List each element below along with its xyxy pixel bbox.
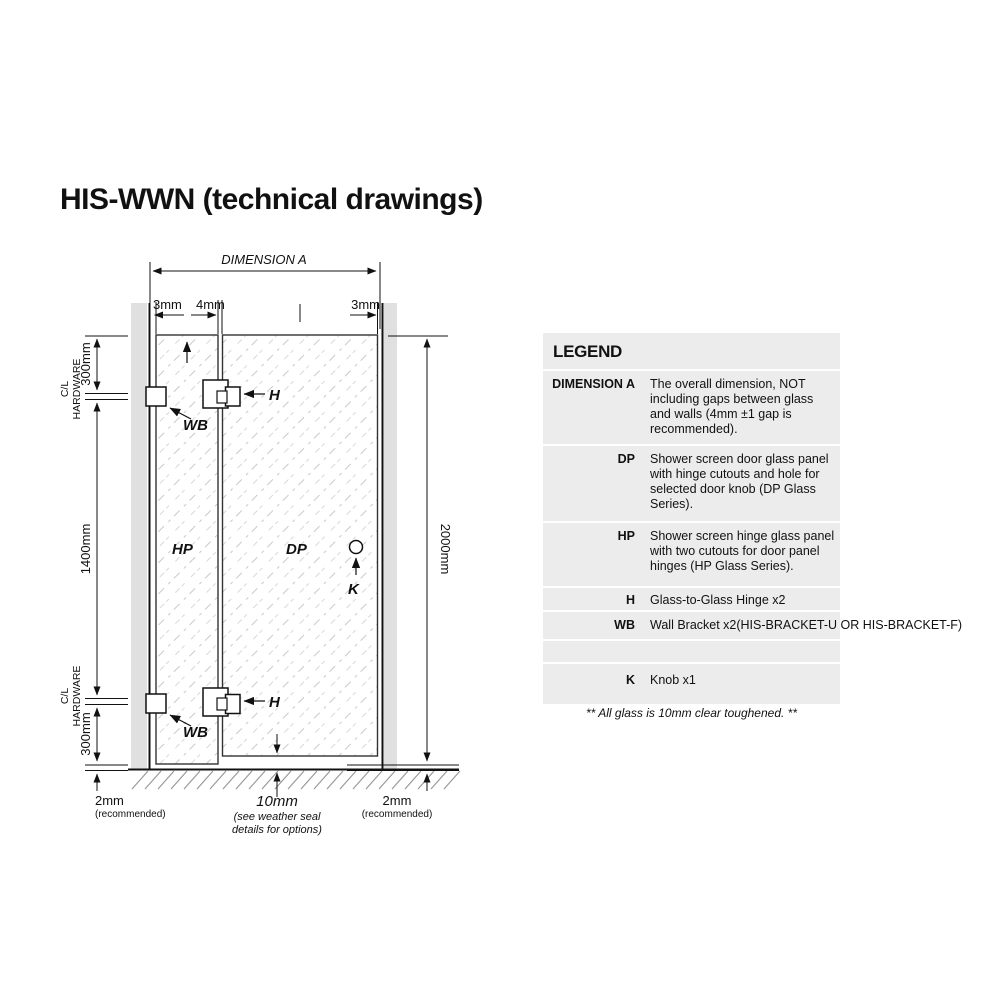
wb-label-top: WB xyxy=(183,417,208,434)
floor-gap-door-note1: (see weather seal xyxy=(233,811,321,823)
dim-1400mm-label: 1400mm xyxy=(78,523,93,575)
dimension-a-label: DIMENSION A xyxy=(221,252,307,267)
floor xyxy=(128,770,460,790)
page-title: HIS-WWN (technical drawings) xyxy=(60,183,483,216)
dim-2000mm-label: 2000mm xyxy=(438,523,453,575)
dp-panel-label: DP xyxy=(286,541,307,558)
technical-drawing xyxy=(55,240,475,850)
top-gap-dimensions xyxy=(155,300,378,334)
floor-gap-right-note: (recommended) xyxy=(361,809,433,820)
gap-3mm-left-label: 3mm xyxy=(153,297,182,312)
h-label-bottom: H xyxy=(269,694,280,711)
wall-right xyxy=(383,303,398,769)
legend-term: K xyxy=(625,673,635,687)
dimension-a xyxy=(150,262,380,329)
h-label-top: H xyxy=(269,387,280,404)
floor-gap-left-note: (recommended) xyxy=(95,809,166,820)
floor-gap-door-note2: details for options) xyxy=(232,824,322,836)
legend-panel xyxy=(543,333,963,704)
legend-desc: Wall Bracket x2(HIS-BRACKET-U OR HIS-BRACKET-F) xyxy=(650,618,963,632)
cl-hardware-top-line1: C/L xyxy=(59,380,71,398)
legend-row-hp xyxy=(543,521,840,586)
legend-desc: The overall dimension, NOT including gaps between glass and walls (4mm ±1 gap is recommended). xyxy=(650,377,814,436)
legend-row-h xyxy=(543,586,840,610)
dim-300mm-bottom-label: 300mm xyxy=(78,712,93,756)
legend-desc: Knob x1 xyxy=(650,673,696,687)
legend-row-k xyxy=(543,662,840,704)
dim-300mm-top-label: 300mm xyxy=(78,342,93,386)
legend-term xyxy=(543,641,635,662)
legend-term: DIMENSION A xyxy=(552,377,635,391)
cl-hardware-bottom-line2: HARDWARE xyxy=(71,665,83,727)
gap-4mm-label: 4mm xyxy=(196,297,225,312)
legend-desc xyxy=(650,641,836,662)
knob-shape xyxy=(350,541,363,554)
floor-gap-right-label: 2mm xyxy=(382,793,412,808)
legend-row-empty xyxy=(543,639,840,662)
gap-3mm-right-label: 3mm xyxy=(351,297,380,312)
legend-term: WB xyxy=(614,618,635,632)
legend-term: DP xyxy=(617,452,635,466)
k-label: K xyxy=(348,581,359,598)
legend-desc: Shower screen door glass panel with hinge cutouts and hole for selected door knob (DP Glass Series). xyxy=(650,452,829,511)
legend-row-dimension-a xyxy=(543,369,840,444)
legend-row-dp xyxy=(543,444,840,521)
floor-gap-left-label: 2mm xyxy=(95,793,124,808)
wall-bracket-top xyxy=(146,387,166,406)
legend-desc: Glass-to-Glass Hinge x2 xyxy=(650,593,786,607)
legend-footnote: ** All glass is 10mm clear toughened. ** xyxy=(586,706,797,720)
legend-desc: Shower screen hinge glass panel with two cutouts for door panel hinges (HP Glass Series). xyxy=(650,529,835,573)
floor-gap-door-label: 10mm xyxy=(256,793,298,810)
cl-hardware-top-line2: HARDWARE xyxy=(71,358,83,420)
legend-heading: LEGEND xyxy=(553,342,623,361)
hp-panel-label: HP xyxy=(172,541,193,558)
wall-bracket-bottom xyxy=(146,694,166,713)
legend-row-wb xyxy=(543,610,963,639)
floor-hatch xyxy=(132,771,460,789)
legend-term: H xyxy=(625,593,635,607)
legend-term: HP xyxy=(617,529,635,543)
cl-hardware-bottom-line1: C/L xyxy=(59,687,71,705)
wb-label-bottom: WB xyxy=(183,724,208,741)
